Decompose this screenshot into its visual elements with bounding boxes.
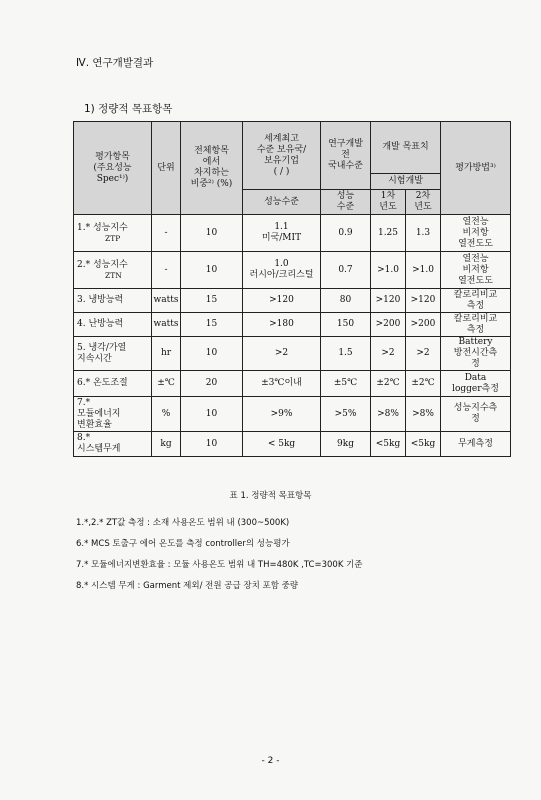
row-world: >2	[243, 337, 321, 371]
row-item: 4. 난방능력	[74, 313, 152, 337]
row-year1: ±2℃	[371, 371, 406, 397]
table-row	[74, 289, 511, 313]
header-dev-trial: 시험개발	[371, 174, 441, 190]
row-weight: 10	[181, 337, 243, 371]
row-year2: 1.3	[406, 215, 441, 252]
row-world: >120	[243, 289, 321, 313]
row-world: < 5kg	[243, 432, 321, 457]
table-caption: 표 1. 정량적 목표항목	[229, 491, 312, 501]
row-domestic: 9kg	[321, 432, 371, 457]
row-item: 3. 냉방능력	[74, 289, 152, 313]
row-item: 5. 냉각/가열 지속시간	[74, 337, 152, 371]
subsection-title: 1) 정량적 목표항목	[84, 103, 173, 115]
header-perf-level2: 성능 수준	[321, 190, 371, 215]
note-2: 6.* MCS 토출구 에어 온도를 측정 controller의 성능평가	[76, 539, 290, 549]
row-weight: 15	[181, 289, 243, 313]
row-year2: >200	[406, 313, 441, 337]
row-domestic: 1.5	[321, 337, 371, 371]
row-method: Battery 방전시간측 정	[441, 337, 511, 371]
header-world-best: 세계최고 수준 보유국/ 보유기업 ( / )	[243, 122, 321, 190]
row-year1: <5kg	[371, 432, 406, 457]
header-unit: 단위	[152, 122, 181, 215]
row-weight: 10	[181, 397, 243, 432]
note-3: 7.* 모듈에너지변환효율 : 모듈 사용온도 범위 내 TH=480K ,TC=300K 기준	[76, 560, 363, 570]
row-method: 칼로리비교 측정	[441, 289, 511, 313]
row-weight: 15	[181, 313, 243, 337]
row-year1: >200	[371, 313, 406, 337]
header-perf-level: 성능수준	[243, 190, 321, 215]
header-item: 평가항목 (주요성능 Spec¹⁾)	[74, 122, 152, 215]
row-method: 칼로리비교 측정	[441, 313, 511, 337]
row-domestic: >5%	[321, 397, 371, 432]
row-world: >180	[243, 313, 321, 337]
row-unit: watts	[152, 313, 181, 337]
row-item: 1.* 성능지수 ZTP	[74, 215, 152, 252]
row-world: ±3℃이내	[243, 371, 321, 397]
header-weight: 전체항목 에서 차지하는 비중²⁾ (%)	[181, 122, 243, 215]
row-year2: >120	[406, 289, 441, 313]
row-unit: -	[152, 215, 181, 252]
row-year1: >2	[371, 337, 406, 371]
row-weight: 10	[181, 252, 243, 289]
table-row	[74, 432, 511, 457]
row-unit: hr	[152, 337, 181, 371]
row-year2: <5kg	[406, 432, 441, 457]
row-world: 1.1 미국/MIT	[243, 215, 321, 252]
row-domestic: 0.7	[321, 252, 371, 289]
table-row	[74, 252, 511, 289]
note-1: 1.*,2.* ZT값 측정 : 소재 사용온도 범위 내 (300~500K)	[76, 518, 290, 528]
row-unit: ±℃	[152, 371, 181, 397]
row-domestic: 0.9	[321, 215, 371, 252]
row-method: 열전능 비저항 열전도도	[441, 252, 511, 289]
row-year2: >8%	[406, 397, 441, 432]
row-weight: 10	[181, 215, 243, 252]
row-year2: >1.0	[406, 252, 441, 289]
row-domestic: 150	[321, 313, 371, 337]
row-year1: 1.25	[371, 215, 406, 252]
row-item: 2.* 성능지수 ZTN	[74, 252, 152, 289]
header-target: 개발 목표치	[371, 122, 441, 174]
table-row	[74, 313, 511, 337]
row-year1: >1.0	[371, 252, 406, 289]
row-unit: kg	[152, 432, 181, 457]
table-row	[74, 371, 511, 397]
row-method: 성능지수측 정	[441, 397, 511, 432]
note-4: 8.* 시스템 무게 : Garment 제외/ 전원 공급 장치 포함 중량	[76, 581, 299, 591]
row-method: Data logger측정	[441, 371, 511, 397]
row-method: 열전능 비저항 열전도도	[441, 215, 511, 252]
row-item: 8.* 시스템무게	[74, 432, 152, 457]
row-unit: watts	[152, 289, 181, 313]
row-weight: 10	[181, 432, 243, 457]
row-method: 무게측정	[441, 432, 511, 457]
row-domestic: 80	[321, 289, 371, 313]
table-row	[74, 397, 511, 432]
row-domestic: ±5℃	[321, 371, 371, 397]
row-year2: >2	[406, 337, 441, 371]
row-item: 7.* 모듈에너지 변환효율	[74, 397, 152, 432]
header-method: 평가방법³⁾	[441, 122, 511, 215]
row-unit: %	[152, 397, 181, 432]
header-domestic: 연구개발 전 국내수준	[321, 122, 371, 190]
row-world: >9%	[243, 397, 321, 432]
target-items-table	[73, 121, 511, 457]
row-year1: >120	[371, 289, 406, 313]
row-weight: 20	[181, 371, 243, 397]
table-row	[74, 215, 511, 252]
header-year2: 2차 년도	[406, 190, 441, 215]
row-world: 1.0 러시아/크리스털	[243, 252, 321, 289]
page-number: - 2 -	[261, 756, 280, 766]
row-item: 6.* 온도조절	[74, 371, 152, 397]
header-year1: 1차 년도	[371, 190, 406, 215]
section-title: Ⅳ. 연구개발결과	[76, 57, 154, 69]
row-year2: ±2℃	[406, 371, 441, 397]
row-year1: >8%	[371, 397, 406, 432]
row-unit: -	[152, 252, 181, 289]
table-row	[74, 337, 511, 371]
